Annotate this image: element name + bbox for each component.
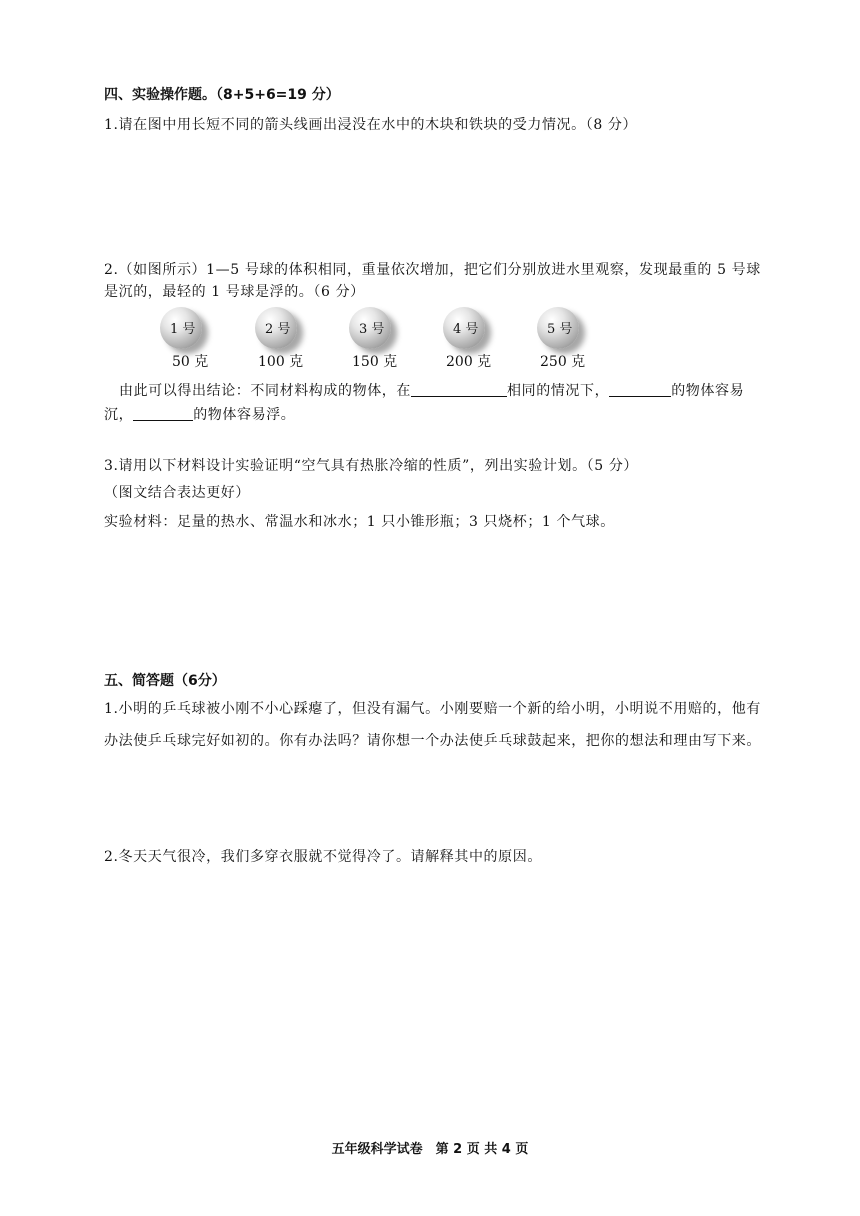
conclusion-text-c: 的物体容易 [671,383,745,399]
ball-5-label: 5 号 [547,322,573,337]
blank-3[interactable] [133,406,193,421]
conclusion-text-e: 的物体容易浮。 [193,407,296,423]
ball-2-label: 2 号 [265,322,291,337]
blank-2[interactable] [609,382,671,397]
question-4-2-line2: 是沉的，最轻的 1 号球是浮的。（6 分） [104,284,365,300]
question-4-3-line1: 3.请用以下材料设计实验证明“空气具有热胀冷缩的性质”，列出实验计划。（5 分） [104,458,639,474]
ball-3-weight: 150 克 [352,354,398,370]
ball-4-weight: 200 克 [446,354,492,370]
ball-2-weight: 100 克 [258,354,304,370]
question-5-1-line1: 1.小明的乒乓球被小刚不小心踩瘪了，但没有漏气。小刚要赔一个新的给小明，小明说不用赔的，他有 [104,701,761,717]
ball-5-weight: 250 克 [540,354,586,370]
ball-1-weight: 50 克 [172,354,209,370]
page-footer: 五年级科学试卷 第 2 页 共 4 页 [331,1142,529,1157]
ball-3-label: 3 号 [359,322,385,337]
question-5-2: 2.冬天天气很冷，我们多穿衣服就不觉得冷了。请解释其中的原因。 [104,849,542,865]
ball-4-label: 4 号 [453,322,479,337]
blank-1[interactable] [411,382,507,397]
conclusion-text-a: 由此可以得出结论：不同材料构成的物体，在 [119,383,411,399]
section5-title: 五、简答题（6分） [104,673,226,689]
question-4-3-materials: 实验材料：足量的热水、常温水和冰水；1 只小锥形瓶；3 只烧杯；1 个气球。 [104,514,615,530]
conclusion-line2 [104,404,295,424]
question-4-3-line2: （图文结合表达更好） [104,485,250,501]
conclusion-text-d: 沉， [104,407,134,423]
ball-1-label: 1 号 [170,322,196,337]
conclusion-text-b: 相同的情况下， [507,383,610,399]
conclusion-line1 [119,380,744,400]
question-4-1: 1.请在图中用长短不同的箭头线画出浸没在水中的木块和铁块的受力情况。（8 分） [104,117,638,133]
question-4-2-line1: 2.（如图所示）1—5 号球的体积相同，重量依次增加，把它们分别放进水里观察，发现最重的 5 号球 [104,262,761,278]
section4-title: 四、实验操作题。（8+5+6=19 分） [104,87,340,103]
question-5-1-line2: 办法使乒乓球完好如初的。你有办法吗？请你想一个办法使乒乓球鼓起来，把你的想法和理由写下来。 [104,733,761,749]
